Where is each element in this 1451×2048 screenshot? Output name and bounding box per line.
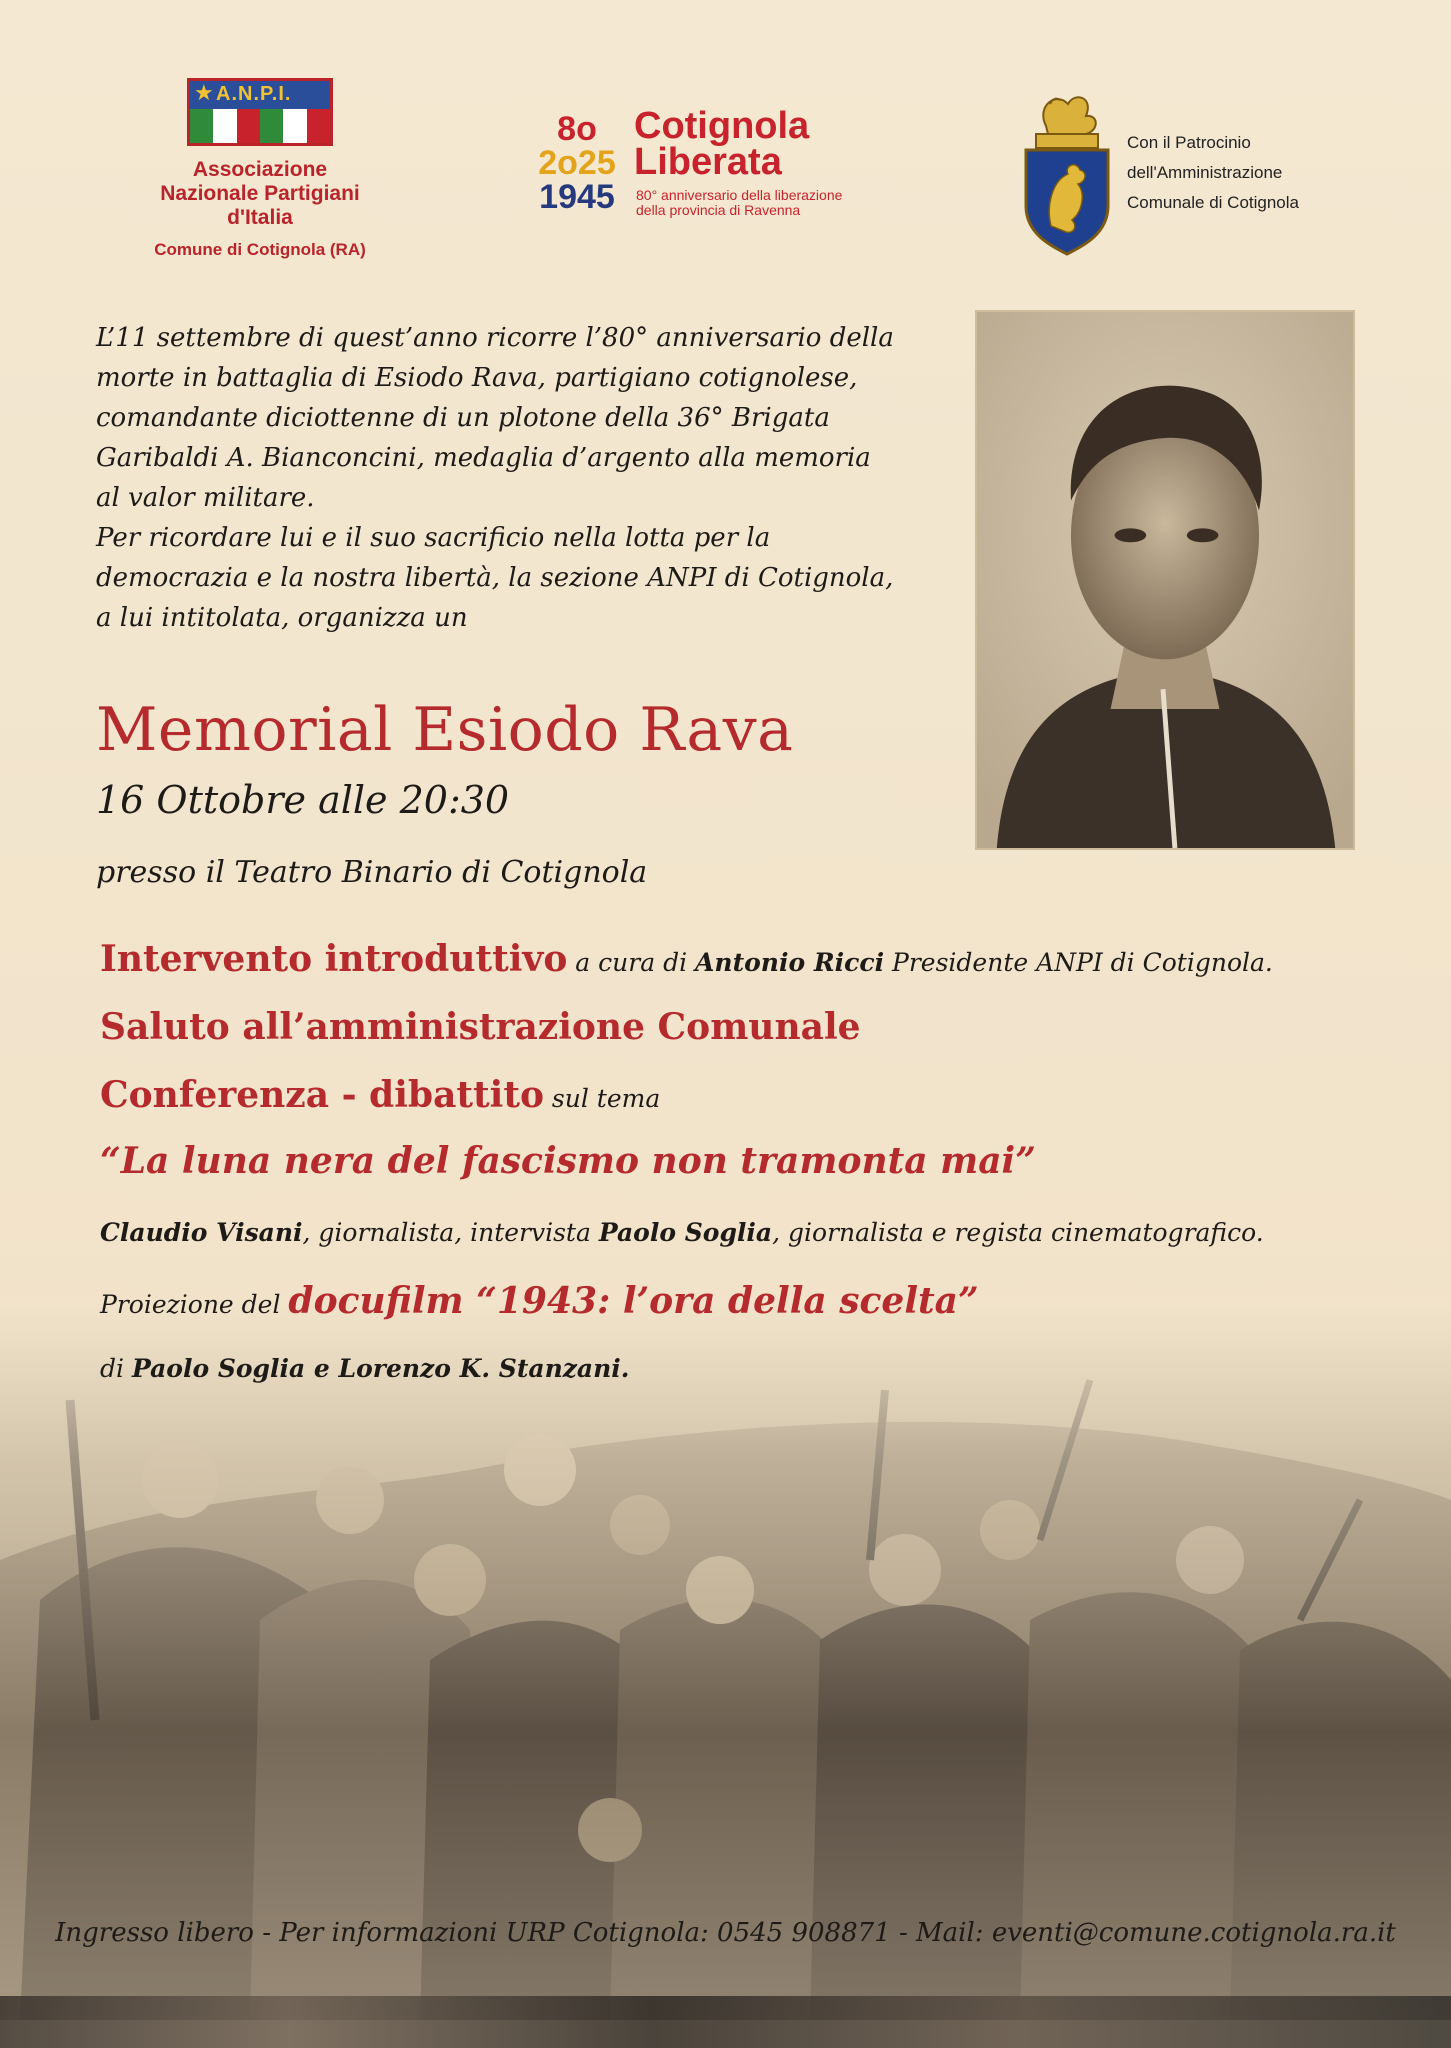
portrait-photo: [975, 310, 1355, 850]
logo-number-80: 8o: [557, 110, 597, 148]
program-interview: Claudio Visani, giornalista, intervista Paolo Soglia, giornalista e regista cinematografico.: [100, 1218, 1264, 1247]
anpi-acronym: A.N.P.I.: [216, 83, 292, 105]
patrocinio-text: Con il Patrocinio dell'Amministrazione Comunale di Cotignola: [1127, 133, 1299, 212]
intro-paragraph: L’11 settembre di quest’anno ricorre l’80° anniversario della morte in battaglia di Esiodo Rava, partigiano cotignolese, comandante diciottenne di un plotone della 36° Brigata Garibaldi A. Bianconcini, medaglia d’argento alla memoria al valor militare. Per ricordare lui e il suo sacrificio nella lotta per la democrazia e la nostra libertà, la sezione ANPI di Cotignola, a lui intitolata, organizza un: [96, 323, 894, 633]
anpi-flag-emblem: [187, 78, 333, 146]
program-intervento: Intervento introduttivo a cura di Antonio Ricci Presidente ANPI di Cotignola.: [100, 938, 1273, 980]
program-authors: di Paolo Soglia e Lorenzo K. Stanzani.: [100, 1354, 630, 1383]
logo-number-2025: 2o25: [538, 144, 616, 182]
anpi-full-name: Associazione Nazionale Partigiani d'Italia: [160, 158, 360, 229]
speaker-claudio-visani: Claudio Visani: [100, 1218, 303, 1247]
program-saluto: Saluto all’amministrazione Comunale: [100, 1006, 861, 1048]
event-title: Memorial Esiodo Rava: [96, 695, 794, 765]
cotignola-liberata-logo: [532, 105, 932, 232]
program-proiezione: Proiezione del docufilm “1943: l’ora della scelta”: [100, 1280, 979, 1322]
logo-number-1945: 1945: [539, 178, 615, 216]
speaker-antonio-ricci: Antonio Ricci: [695, 948, 885, 977]
speaker-paolo-soglia: Paolo Soglia: [598, 1218, 773, 1247]
program-conferenza: Conferenza - dibattito sul tema: [100, 1074, 661, 1116]
footer-info: Ingresso libero - Per informazioni URP Cotignola: 0545 908871 - Mail: eventi@comune.cotignola.ra.it: [55, 1918, 1396, 1948]
logo-title: Cotignola Liberata: [634, 105, 810, 183]
anpi-comune: Comune di Cotignola (RA): [154, 240, 366, 259]
anpi-logo: [130, 78, 390, 260]
program-intervento-heading: Intervento introduttivo: [100, 938, 568, 980]
cotignola-crest-icon: [1016, 86, 1116, 256]
star-icon: ★: [194, 81, 214, 106]
docufilm-title: docufilm “1943: l’ora della scelta”: [288, 1280, 979, 1322]
program-theme: “La luna nera del fascismo non tramonta mai”: [100, 1140, 1036, 1182]
event-date: 16 Ottobre alle 20:30: [96, 778, 510, 822]
bottom-photo-strip: [0, 1996, 1451, 2048]
logo-subtitle: 80° anniversario della liberazione della provincia di Ravenna: [636, 187, 843, 218]
event-venue: presso il Teatro Binario di Cotignola: [96, 855, 648, 890]
partisans-group-photo: [0, 1300, 1451, 2020]
